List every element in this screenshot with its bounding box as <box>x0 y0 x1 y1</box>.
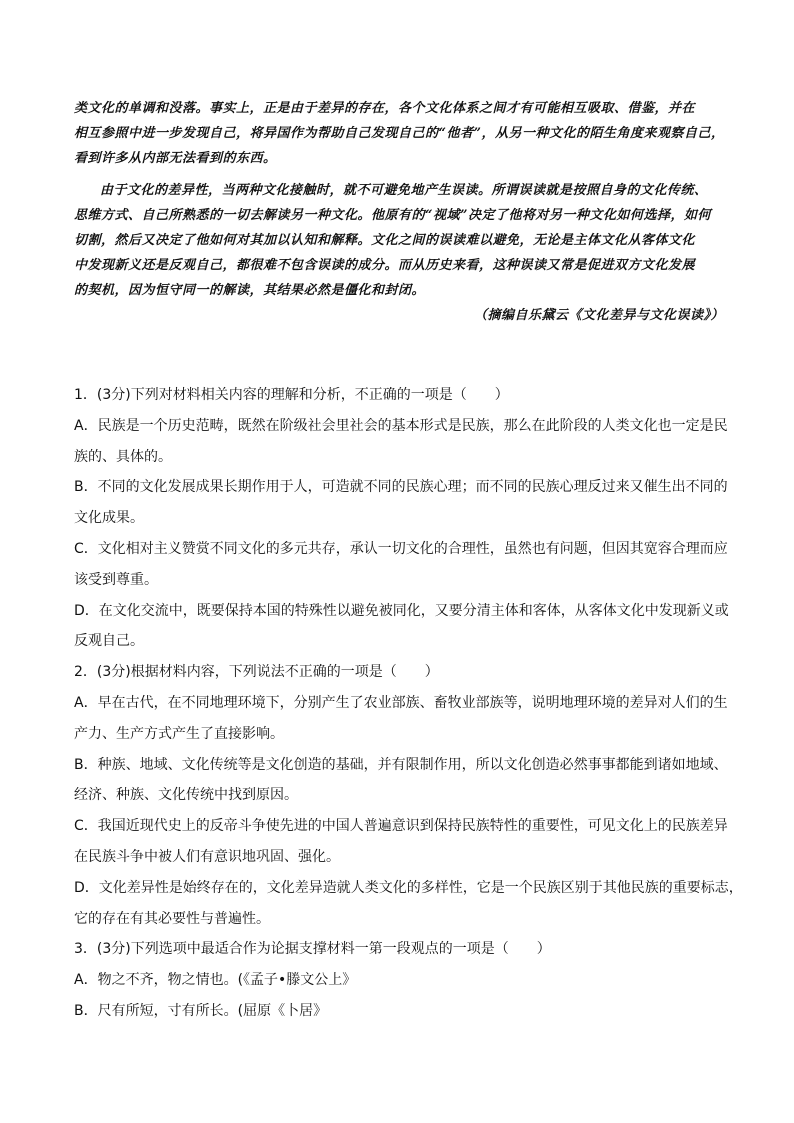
passage-line: 中发现新义还是反观自己，都很难不包含误读的成分。而从历史来看，这种误读又常是促进双方文化发展 <box>74 258 696 273</box>
reading-passage <box>74 96 734 328</box>
option-c: C．文化相对主义赞赏不同文化的多元共存，承认一切文化的合理性，虽然也有问题，但因其宽容合理而应 <box>74 540 728 557</box>
option-c: C．我国近现代史上的反帝斗争使先进的中国人普遍意识到保持民族特性的重要性，可见文化上的民族差异 <box>74 818 728 835</box>
passage-line: 由于文化的差异性，当两种文化接触时，就不可避免地产生误读。所谓误读就是按照自身的文化传统、 <box>100 183 708 198</box>
option-b-continued: 文化成果。 <box>74 510 144 527</box>
question-list <box>74 380 743 1027</box>
option-a-continued: 产力、生产方式产生了直接影响。 <box>74 725 284 742</box>
passage-source: （摘编自乐黛云《文化差异与文化误读》） <box>473 308 724 323</box>
option-d: D．文化差异性是始终存在的，文化差异造就人类文化的多样性，它是一个民族区别于其他民族的重要标志， <box>74 879 743 896</box>
option-a: A．物之不齐，物之情也。(《孟子•滕文公上》 <box>74 972 357 989</box>
option-b: B．尺有所短，寸有所长。(屈原《卜居》 <box>74 1002 328 1019</box>
option-a: A．民族是一个历史范畴，既然在阶级社会里社会的基本形式是民族，那么在此阶段的人类文化也一定是民 <box>74 417 728 434</box>
option-b-continued: 经济、种族、文化传统中找到原因。 <box>74 787 298 804</box>
question-stem: 2．(3分)根据材料内容，下列说法不正确的一项是（ ） <box>74 664 439 681</box>
option-a: A．早在古代，在不同地理环境下，分别产生了农业部族、畜牧业部族等，说明地理环境的差异对人们的生 <box>74 694 728 711</box>
passage-line: 类文化的单调和没落。事实上，正是由于差异的存在，各个文化体系之间才有可能相互吸取、借鉴，并在 <box>74 101 696 116</box>
paragraph-2 <box>74 178 734 303</box>
option-c-continued: 在民族斗争中被人们有意识地巩固、强化。 <box>74 848 340 865</box>
option-b: B．种族、地域、文化传统等是文化创造的基础，并有限制作用，所以文化创造必然事事都能到诸如地域、 <box>74 756 728 773</box>
option-b: B．不同的文化发展成果长期作用于人，可造就不同的民族心理；而不同的民族心理反过来又催生出不同的 <box>74 479 728 496</box>
option-d-continued: 它的存在有其必要性与普遍性。 <box>74 910 270 927</box>
option-a-continued: 族的、具体的。 <box>74 448 172 465</box>
paragraph-gap <box>74 171 734 178</box>
paragraph-1 <box>74 96 734 171</box>
question-3 <box>74 934 734 1026</box>
passage-line: 看到许多从内部无法看到的东西。 <box>74 151 277 166</box>
option-d-continued: 反观自己。 <box>74 633 144 650</box>
passage-line: 相互参照中进一步发现自己，将异国作为帮助自己发现自己的“他者”，从另一种文化的陌生角度来观察自己， <box>74 126 725 141</box>
passage-line: 切割，然后又决定了他如何对其加以认知和解释。文化之间的误读难以避免，无论是主体文化从客体文化 <box>74 233 696 248</box>
question-stem: 1．(3分)下列对材料相关内容的理解和分析，不正确的一项是（ ） <box>74 387 509 403</box>
question-2 <box>74 657 743 934</box>
passage-line: 思维方式、自己所熟悉的一切去解读另一种文化。他原有的“视域”决定了他将对另一种文化如何选择，如何 <box>74 208 711 223</box>
question-stem: 3．(3分)下列选项中最适合作为论据支撑材料一第一段观点的一项是（ ） <box>74 941 551 958</box>
question-1 <box>74 380 734 657</box>
passage-line: 的契机，因为恒守同一的解读，其结果必然是僵化和封闭。 <box>74 283 426 298</box>
option-c-continued: 该受到尊重。 <box>74 571 158 588</box>
option-d: D．在文化交流中，既要保持本国的特殊性以避免被同化，又要分清主体和客体，从客体文化中发现新义或 <box>74 602 729 619</box>
